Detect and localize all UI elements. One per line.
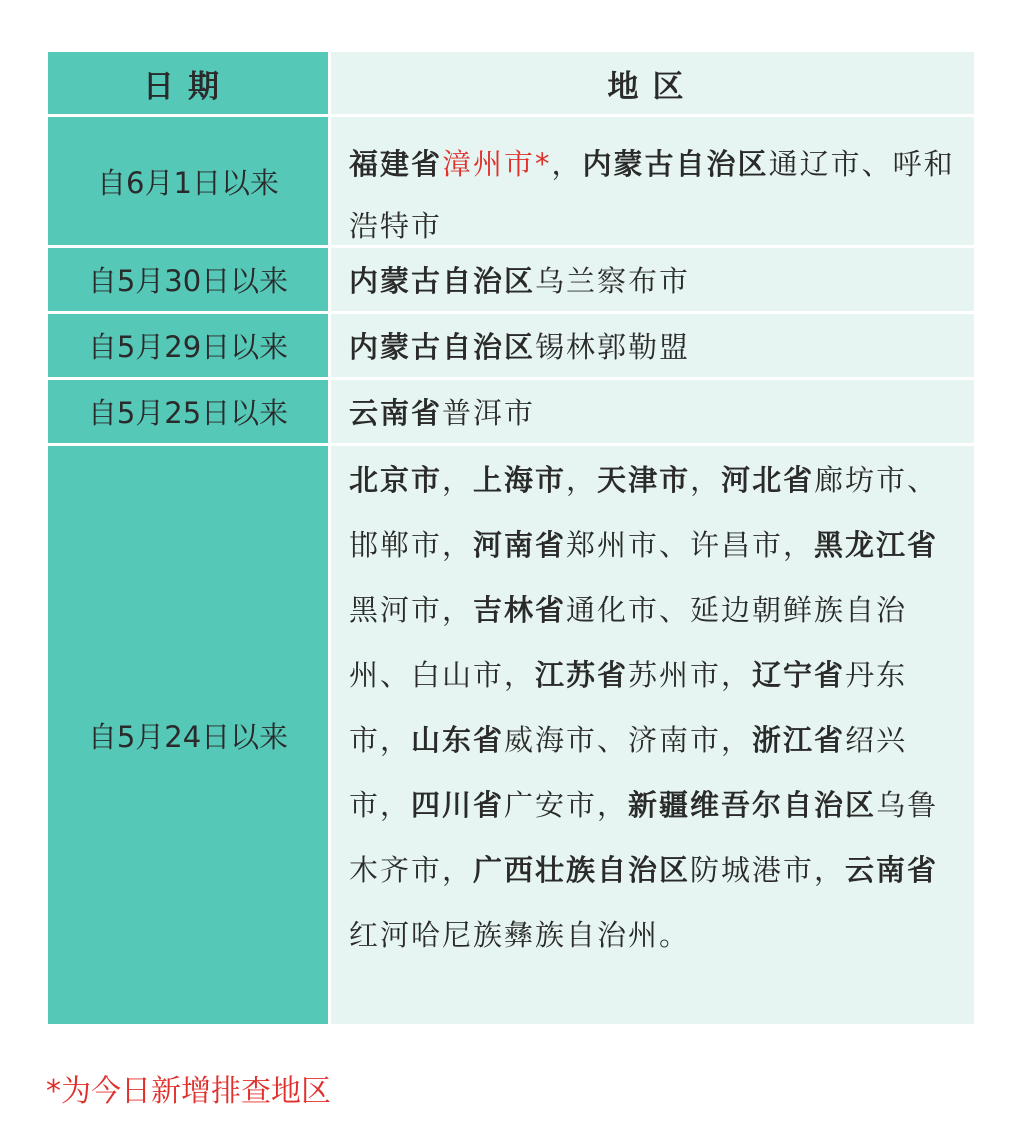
region-text: [349, 259, 690, 300]
province-name: 云南省: [845, 853, 939, 887]
city-names: ，: [442, 463, 474, 497]
city-names: 威海市、济南市，: [504, 723, 753, 757]
city-names: 廊坊市、邯郸市，: [349, 463, 939, 562]
province-name: 河北省: [721, 463, 815, 497]
row-date: 自5月25日以来: [48, 380, 328, 443]
table-row: [48, 380, 974, 443]
city-names: 乌兰察布市: [535, 264, 691, 298]
row-regions: [331, 117, 974, 245]
province-name: 江苏省: [535, 658, 629, 692]
row-date: 自5月24日以来: [48, 446, 328, 1024]
row-date: 自5月29日以来: [48, 314, 328, 377]
province-name: 吉林省: [473, 593, 567, 627]
province-name: 云南省: [349, 396, 443, 430]
table-row: [48, 248, 974, 311]
city-names: 防城港市，: [690, 853, 846, 887]
province-name: 辽宁省: [752, 658, 846, 692]
city-names: 锡林郭勒盟: [535, 330, 691, 364]
province-name: 天津市: [597, 463, 691, 497]
region-text: [349, 147, 955, 243]
row-regions: [331, 314, 974, 377]
city-names: ，: [551, 147, 583, 181]
region-text: [349, 325, 690, 366]
province-name: 北京市: [349, 463, 443, 497]
city-names: 通化市、延边朝鲜族自治州、白山市，: [349, 593, 908, 692]
city-names: 红河哈尼族彝族自治州。: [349, 918, 691, 952]
city-names: 广安市，: [504, 788, 629, 822]
province-name: 广西壮族自治区: [473, 853, 691, 887]
table-row: [48, 117, 974, 245]
province-name: 内蒙古自治区: [349, 264, 536, 298]
province-name: 河南省: [473, 528, 567, 562]
header-date: 日期: [48, 52, 328, 114]
region-text: [349, 463, 938, 952]
region-text: [349, 391, 535, 432]
footnote: *为今日新增排查地区: [46, 1074, 331, 1109]
new-region-highlight: 漳州市*: [442, 147, 552, 181]
province-name: 内蒙古自治区: [349, 330, 536, 364]
row-regions: [331, 380, 974, 443]
city-names: 黑河市，: [349, 593, 474, 627]
city-names: 郑州市、许昌市，: [566, 528, 815, 562]
table-row: [48, 446, 974, 1024]
city-names: 通辽市、呼和浩特市: [349, 147, 955, 243]
province-name: 内蒙古自治区: [582, 147, 769, 181]
table-header: [48, 52, 974, 114]
row-regions: [331, 248, 974, 311]
row-regions: [331, 446, 974, 1024]
province-name: 上海市: [473, 463, 567, 497]
table-row: [48, 314, 974, 377]
row-date: 自6月1日以来: [48, 117, 328, 245]
city-names: 苏州市，: [628, 658, 753, 692]
province-name: 新疆维吾尔自治区: [628, 788, 877, 822]
province-name: 浙江省: [752, 723, 846, 757]
province-name: 四川省: [411, 788, 505, 822]
city-names: 丹东市，: [349, 658, 908, 757]
city-names: 普洱市: [442, 396, 536, 430]
city-names: ，: [566, 463, 598, 497]
province-name: 山东省: [411, 723, 505, 757]
city-names: 绍兴市，: [349, 723, 908, 822]
province-name: 福建省: [349, 147, 443, 181]
header-region: 地区: [331, 52, 974, 114]
region-table: [48, 52, 974, 1024]
city-names: 乌鲁木齐市，: [349, 788, 939, 887]
province-name: 黑龙江省: [814, 528, 939, 562]
row-date: 自5月30日以来: [48, 248, 328, 311]
city-names: ，: [690, 463, 722, 497]
